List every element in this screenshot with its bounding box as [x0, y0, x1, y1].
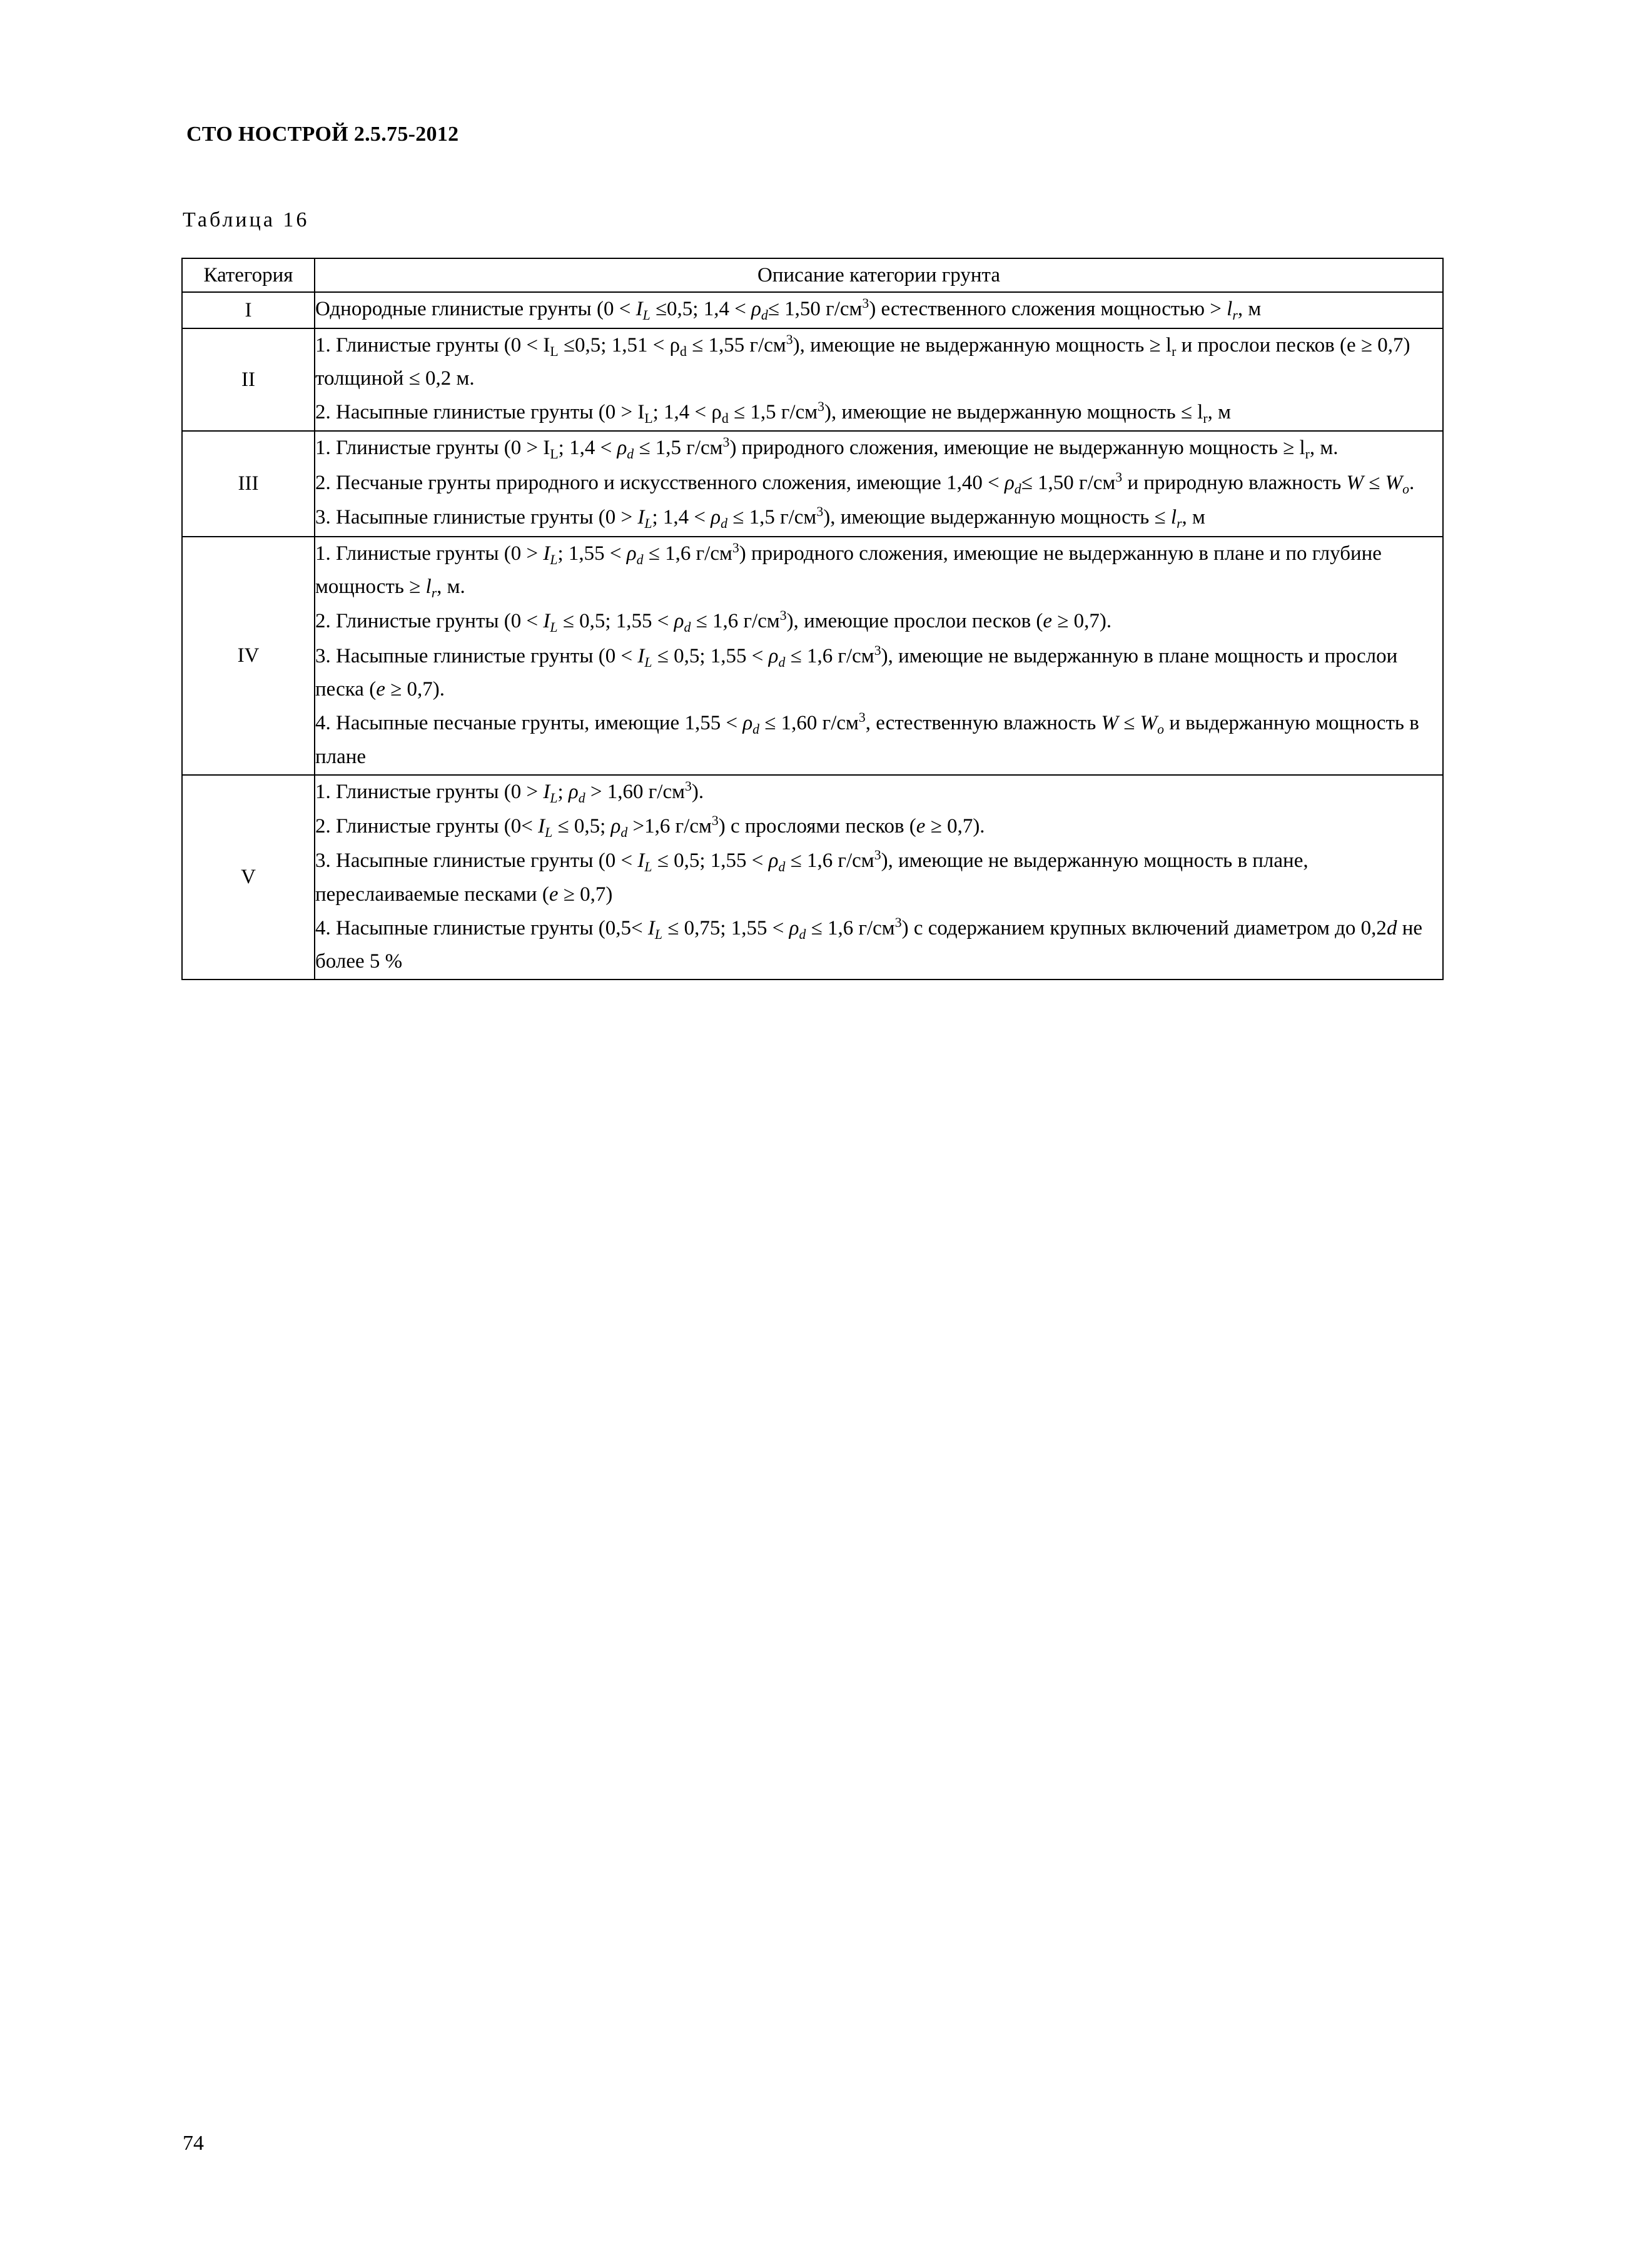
description-line: 1. Глинистые грунты ($0 > I_L$; $1,4 < \rho_d \le 1,5$ $г/см^3$) природного сложения, имеющие не выдержанную мощность ≥ $l_r$, м.: [315, 435, 1339, 462]
table-body: [182, 292, 1443, 980]
description-line: 3. Насыпные глинистые грунты ($0 < I_L \le 0,5$; $1,55 < \rho_d \le 1,6$ $г/см^3$), имеющие не выдержанную мощность в плане, переслаиваемые песками (e ≥ 0,7): [315, 848, 1309, 906]
cell-description: [315, 431, 1443, 536]
cell-category: I: [182, 292, 315, 328]
description-line: 1. Глинистые грунты ($0 < I_L \le 0,5$; $1,51 < \rho_d \le 1,55$ $г/см^3$), имеющие не выдержанную мощность ≥ $l_r$ и прослои песков (е ≥ 0,7) толщиной ≤ 0,2 м.: [315, 332, 1410, 390]
column-header-description: Описание категории грунта: [315, 258, 1443, 292]
table-row: [182, 537, 1443, 775]
description-line: 2. Глинистые грунты ($0< I_L \le 0,5$; $\rho_d >1,6$ $г/см^3$) с прослоями песков (e ≥ 0,7).: [315, 813, 985, 840]
description-line: 4. Насыпные глинистые грунты ($0,5< I_L \le 0,75$; $1,55 < \rho_d \le 1,6$ $г/см^3$) с содержанием крупных включений диаметром до 0,2d не более 5 %: [315, 914, 1422, 973]
cell-category: IV: [182, 537, 315, 775]
table-header-row: [182, 258, 1443, 292]
description-line: 1. Глинистые грунты ($0 > I_L$; $\rho_d > 1,60$ $г/см^3$).: [315, 778, 704, 806]
cell-category: II: [182, 328, 315, 432]
table-caption: Таблица 16: [183, 208, 310, 231]
description-line: 3. Насыпные глинистые грунты ($0 < I_L \le 0,5$; $1,55 < \rho_d \le 1,6$ $г/см^3$), имеющие не выдержанную в плане мощность и прослои песка (e ≥ 0,7).: [315, 642, 1398, 701]
table-head: [182, 258, 1443, 292]
table-row: [182, 292, 1443, 328]
description-line: 3. Насыпные глинистые грунты ($0 > I_L$; $1,4 < \rho_d \le 1,5$ $г/см^3$), имеющие выдержанную мощность ≤ $l_r$, м: [315, 504, 1205, 532]
description-line: 2. Глинистые грунты ($0 < I_L \le 0,5$; $1,55 < \rho_d \le 1,6$ $г/см^3$), имеющие прослои песков (e ≥ 0,7).: [315, 608, 1112, 635]
cell-description: [315, 292, 1443, 328]
table-row: [182, 328, 1443, 432]
table-row: [182, 775, 1443, 980]
cell-description: [315, 775, 1443, 980]
column-header-category: Категория: [182, 258, 315, 292]
description-line: 4. Насыпные песчаные грунты, имеющие $1,55 < \rho_d \le 1,60$ $г/см^3$, естественную влажность $W \le W_o$ и выдержанную мощность в плане: [315, 710, 1419, 768]
table-row: [182, 431, 1443, 536]
ground-categories-table: [181, 258, 1444, 980]
cell-description: [315, 328, 1443, 432]
description-line: Однородные глинистые грунты ($0 < I_L \le 0,5$; $1,4 < \rho_d\le 1,50$ $г/см^3$) естественного сложения мощностью > $l_r$, м: [315, 296, 1262, 323]
page-number: 74: [183, 2132, 204, 2155]
description-line: 2. Насыпные глинистые грунты ($0 > I_L$; $1,4 < \rho_d \le 1,5$ $г/см^3$), имеющие не выдержанную мощность ≤ $l_r$, м: [315, 399, 1232, 426]
cell-description: [315, 537, 1443, 775]
cell-category: III: [182, 431, 315, 536]
document-header: СТО НОСТРОЙ 2.5.75-2012: [186, 123, 459, 146]
description-line: 1. Глинистые грунты ($0 > I_L$; $1,55 < \rho_d \le 1,6$ $г/см^3$) природного сложения, имеющие не выдержанную в плане и по глубине мощность ≥ $l_r$, м.: [315, 540, 1382, 600]
description-line: 2. Песчаные грунты природного и искусственного сложения, имеющие $1,40 < \rho_d\le 1,50$ $г/см^3$ и природную влажность $W \le W_o$.: [315, 469, 1415, 497]
cell-category: V: [182, 775, 315, 980]
